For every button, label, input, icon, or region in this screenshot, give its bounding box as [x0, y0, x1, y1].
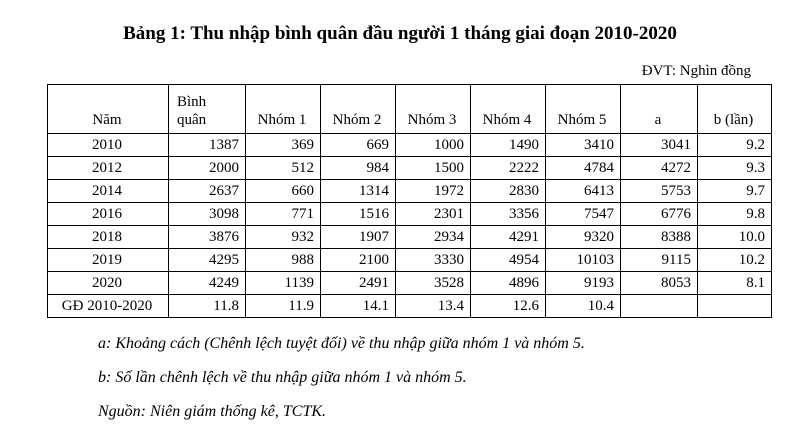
cell-average: 11.8	[169, 295, 246, 318]
cell-group-3: 2934	[396, 226, 471, 249]
income-table	[47, 84, 772, 318]
cell-group-3: 2301	[396, 203, 471, 226]
cell-group-2: 1314	[321, 180, 396, 203]
cell-b: 9.2	[698, 134, 772, 157]
unit-label: ĐVT: Nghìn đồng	[641, 63, 751, 79]
cell-group-1: 512	[246, 157, 321, 180]
cell-average: 2000	[169, 157, 246, 180]
cell-group-4: 1490	[471, 134, 546, 157]
cell-year: 2016	[48, 203, 169, 226]
cell-average: 1387	[169, 134, 246, 157]
header-group-4: Nhóm 4	[471, 85, 546, 134]
cell-b: 9.8	[698, 203, 772, 226]
cell-year: 2019	[48, 249, 169, 272]
cell-group-4: 12.6	[471, 295, 546, 318]
header-average	[169, 85, 246, 134]
header-b: b (lần)	[698, 85, 772, 134]
cell-b: 10.2	[698, 249, 772, 272]
cell-group-1: 988	[246, 249, 321, 272]
table-row	[48, 272, 772, 295]
cell-year: 2012	[48, 157, 169, 180]
cell-group-1: 1139	[246, 272, 321, 295]
cell-group-3: 13.4	[396, 295, 471, 318]
cell-a: 3041	[621, 134, 698, 157]
table-title: Bảng 1: Thu nhập bình quân đầu người 1 tháng giai đoạn 2010-2020	[123, 23, 677, 44]
cell-a: 5753	[621, 180, 698, 203]
cell-average: 3876	[169, 226, 246, 249]
cell-average: 3098	[169, 203, 246, 226]
cell-group-5: 3410	[546, 134, 621, 157]
cell-group-1: 369	[246, 134, 321, 157]
cell-a	[621, 295, 698, 318]
cell-group-2: 14.1	[321, 295, 396, 318]
cell-average: 4295	[169, 249, 246, 272]
cell-b	[698, 295, 772, 318]
cell-b: 9.3	[698, 157, 772, 180]
table-row	[48, 180, 772, 203]
cell-group-5: 7547	[546, 203, 621, 226]
cell-group-2: 669	[321, 134, 396, 157]
table-row	[48, 249, 772, 272]
table-row	[48, 203, 772, 226]
header-group-2: Nhóm 2	[321, 85, 396, 134]
cell-group-5: 10103	[546, 249, 621, 272]
cell-group-3: 1972	[396, 180, 471, 203]
cell-year: 2014	[48, 180, 169, 203]
cell-group-2: 1516	[321, 203, 396, 226]
cell-a: 9115	[621, 249, 698, 272]
cell-b: 8.1	[698, 272, 772, 295]
cell-group-2: 984	[321, 157, 396, 180]
cell-group-1: 660	[246, 180, 321, 203]
header-a: a	[621, 85, 698, 134]
cell-average: 4249	[169, 272, 246, 295]
cell-group-5: 9320	[546, 226, 621, 249]
cell-group-4: 4291	[471, 226, 546, 249]
cell-group-1: 771	[246, 203, 321, 226]
table-row	[48, 157, 772, 180]
cell-a: 8053	[621, 272, 698, 295]
source-note: Nguồn: Niên giám thống kê, TCTK.	[98, 403, 327, 420]
table-row	[48, 134, 772, 157]
cell-group-1: 932	[246, 226, 321, 249]
header-average-line1: Bình	[177, 94, 207, 110]
table-row-period	[48, 295, 772, 318]
table-header	[48, 85, 772, 134]
header-group-3: Nhóm 3	[396, 85, 471, 134]
header-group-5: Nhóm 5	[546, 85, 621, 134]
header-group-1: Nhóm 1	[246, 85, 321, 134]
cell-group-4: 2830	[471, 180, 546, 203]
header-average-line2: quân	[177, 112, 207, 128]
note-b: b: Số lần chênh lệch về thu nhập giữa nhóm 1 và nhóm 5.	[98, 369, 467, 386]
cell-group-4: 4896	[471, 272, 546, 295]
header-year: Năm	[48, 85, 169, 134]
table-row	[48, 226, 772, 249]
cell-a: 6776	[621, 203, 698, 226]
cell-year: 2010	[48, 134, 169, 157]
cell-group-5: 10.4	[546, 295, 621, 318]
cell-group-5: 6413	[546, 180, 621, 203]
cell-group-3: 1000	[396, 134, 471, 157]
cell-year: 2020	[48, 272, 169, 295]
cell-year: 2018	[48, 226, 169, 249]
cell-group-1: 11.9	[246, 295, 321, 318]
cell-group-4: 2222	[471, 157, 546, 180]
cell-year: GĐ 2010-2020	[48, 295, 169, 318]
cell-group-2: 2100	[321, 249, 396, 272]
cell-a: 4272	[621, 157, 698, 180]
cell-group-2: 1907	[321, 226, 396, 249]
cell-b: 10.0	[698, 226, 772, 249]
cell-group-4: 3356	[471, 203, 546, 226]
cell-a: 8388	[621, 226, 698, 249]
cell-group-3: 3528	[396, 272, 471, 295]
table-body	[48, 134, 772, 318]
cell-group-5: 9193	[546, 272, 621, 295]
cell-average: 2637	[169, 180, 246, 203]
cell-group-3: 1500	[396, 157, 471, 180]
cell-group-4: 4954	[471, 249, 546, 272]
cell-b: 9.7	[698, 180, 772, 203]
cell-group-2: 2491	[321, 272, 396, 295]
note-a: a: Khoảng cách (Chênh lệch tuyệt đối) về thu nhập giữa nhóm 1 và nhóm 5.	[98, 335, 585, 352]
cell-group-5: 4784	[546, 157, 621, 180]
cell-group-3: 3330	[396, 249, 471, 272]
header-row	[48, 85, 772, 134]
